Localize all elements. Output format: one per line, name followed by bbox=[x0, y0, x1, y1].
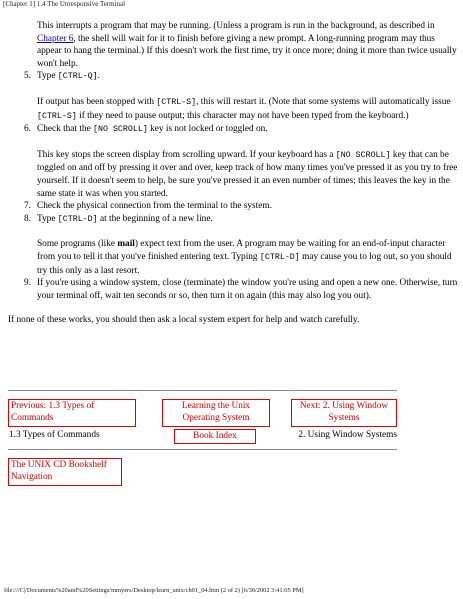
chapter-6-link[interactable]: Chapter 6 bbox=[37, 33, 74, 44]
list-item-9: 9. If you're using a window system, close (terminate) the window you're using and open a new one. Otherwise, turn your terminal off, wait ten seconds or so, then turn it on again (this may also log you out). bbox=[24, 278, 458, 301]
home-link[interactable]: Learning the Unix Operating System bbox=[162, 399, 270, 427]
paragraph-interrupt: This interrupts a program that may be running. (Unless a program is run in the background, as described in Chapter 6, the shell will wait for it to finish before giving a new prompt. A long-running program may thus appear to hang the terminal.) If this doesn't work the first time, try it once more; doing it more than twice usually won't help. bbox=[37, 21, 457, 69]
list-item-8: 8. Type [CTRL-D] at the beginning of a new line. bbox=[24, 213, 213, 224]
bookshelf-navigation-link[interactable]: The UNIX CD Bookshelf Navigation bbox=[8, 458, 122, 486]
paragraph-ctrl-d: Some programs (like mail) expect text from the user. A program may be waiting for an end-of-input character from you to tell it that you've finished entering text. Typing [CTRL-D] may cause you to log out, so you should try this only as a last resort. bbox=[37, 239, 452, 276]
list-item-6: 6. Check that the [NO SCROLL] key is not locked or toggled on. bbox=[24, 124, 268, 135]
ctrl-d-key: [CTRL-D] bbox=[57, 214, 98, 224]
next-title: 2. Using Window Systems bbox=[298, 430, 397, 440]
page-footer: file:///C|/Documents%20and%20Settings/mmyers/Desktop/learn_unix/ch01_04.htm (2 of 2) [6/30/2002 3:41:05 PM] bbox=[4, 587, 304, 594]
divider-top bbox=[8, 390, 397, 391]
previous-title: 1.3 Types of Commands bbox=[9, 430, 100, 440]
list-item-5: 5. Type [CTRL-Q]. bbox=[24, 71, 100, 82]
document-body bbox=[8, 20, 458, 327]
ctrl-q-key: [CTRL-Q] bbox=[57, 72, 98, 82]
closing-paragraph: If none of these works, you should then ask a local system expert for help and watch carefully. bbox=[8, 315, 360, 326]
paragraph-ctrl-q: If output has been stopped with [CTRL-S], this will restart it. (Note that some systems will automatically issue [CTRL-S] if they need to pause output; this character may not have been typed from the keyboard.) bbox=[37, 96, 451, 121]
previous-link[interactable]: Previous: 1.3 Types of Commands bbox=[8, 399, 136, 427]
paragraph-no-scroll: This key stops the screen display from scrolling upward. If your keyboard has a [NO SCROLL] key that can be toggled on and off by pressing it over and over, keep track of how many times you've pressed it as you try to free yourself. If it doesn't seem to help, be sure you've pressed it an even number of times; this leaves the key in the same state it was when you started. bbox=[37, 149, 458, 199]
page-header: [Chapter 1] 1.4 The Unresponsive Terminal bbox=[3, 0, 126, 8]
divider-bottom bbox=[8, 449, 397, 450]
list-item-7: 7. Check the physical connection from the terminal to the system. bbox=[24, 201, 272, 212]
no-scroll-key: [NO SCROLL] bbox=[93, 125, 148, 135]
next-link[interactable]: Next: 2. Using Window Systems bbox=[291, 399, 397, 427]
book-index-link[interactable]: Book Index bbox=[174, 429, 256, 444]
